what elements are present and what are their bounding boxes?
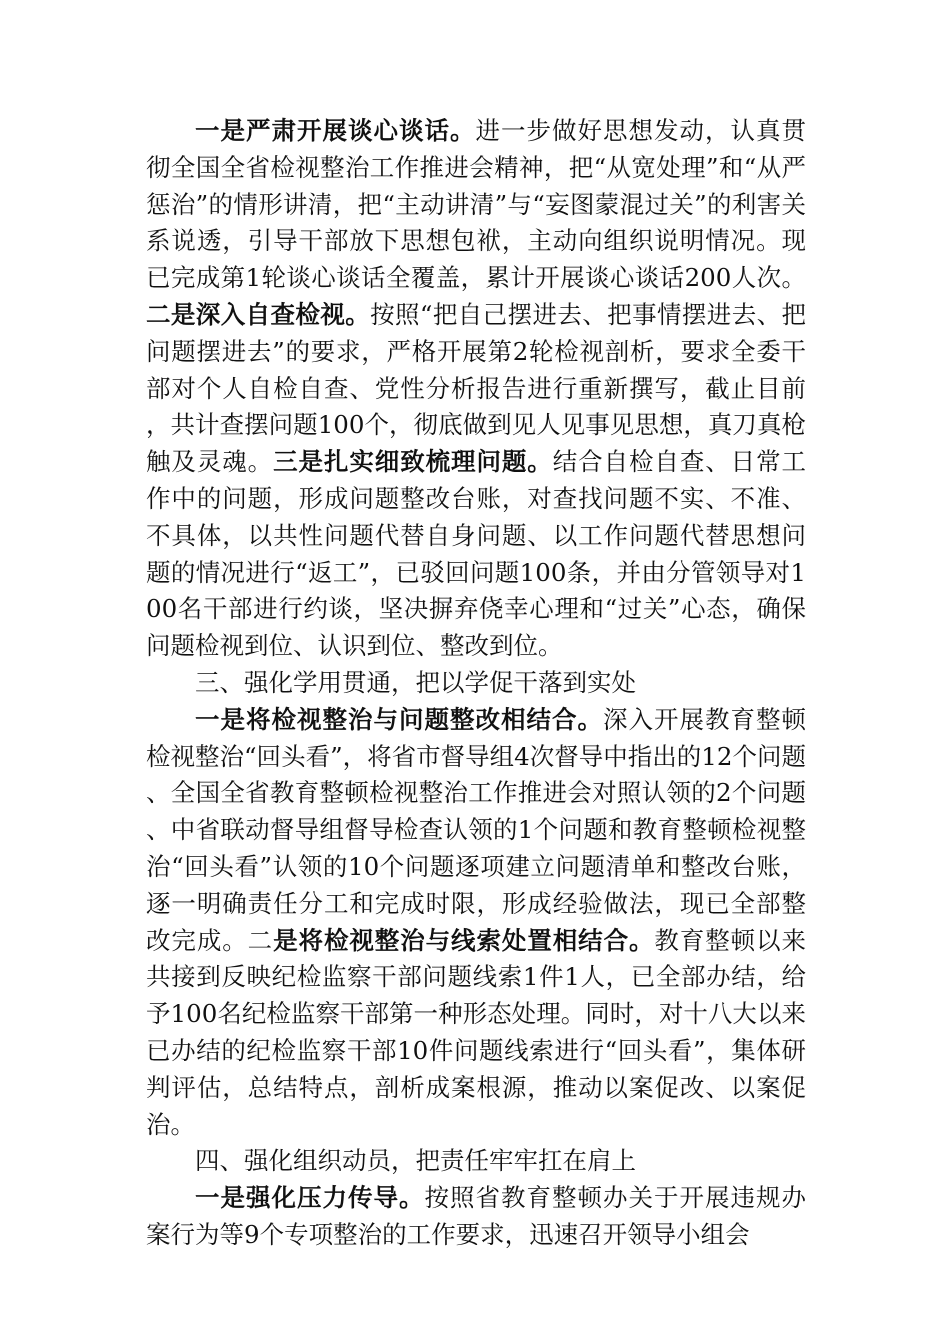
point-inspection-rectification: 一是将检视整治与问题整改相结合。: [195, 704, 603, 734]
point-body-text: 教育整顿以来共接到反映纪检监察干部问题线索1件1人，已全部办结，给予100名纪检监察干部第一种形态处理。同时，对十八大以来已办结的纪检监察干部10件问题线索进行“回头看”，集体研判评估，总结特点，剖析成案根源，推动以案促改、以案促治。: [146, 925, 807, 1139]
point-clue-handling: 是将检视整治与线索处置相结合。: [273, 925, 655, 955]
point-body-text: 结合自检自查、日常工作中的问题，形成问题整改台账，对查找问题不实、不准、不具体，以共性问题代替自身问题、以工作问题代替思想问题的情况进行“返工”，已驳回问题100条，并由分管领导对100名干部进行约谈，坚决摒弃侥幸心理和“过关”心态，确保问题检视到位、认识到位、整改到位。: [146, 447, 807, 661]
section-heading-3: 三、强化学用贯通，把以学促干落到实处: [195, 667, 636, 697]
point-sort-problems: 三是扎实细致梳理问题。: [273, 447, 553, 477]
point-body-text: 按照“把自己摆进去、把事情摆进去、把问题摆进去”的要求，严格开展第2轮检视剖析，要求全委干部对个人自检自查、党性分析报告进行重新撰写，截止目前，共计查摆问题100个，彻底做到见人见事见思想，真刀真枪触及灵魂。: [146, 299, 806, 477]
point-self-examination: 二是深入自查检视。: [146, 299, 371, 329]
paragraph-rectification: [146, 702, 806, 1144]
paragraph-pressure: [146, 1180, 806, 1254]
paragraph-self-inspection: [146, 113, 806, 665]
point-body-text: 按照省教育整顿办关于开展违规办案行为等9个专项整治的工作要求，迅速召开领导小组会: [146, 1183, 806, 1249]
point-heart-to-heart-talks: 一是严肃开展谈心谈话。: [195, 116, 476, 145]
point-body-text: 进一步做好思想发动，认真贯彻全国全省检视整治工作推进会精神，把“从宽处理”和“从严惩治”的情形讲清，把“主动讲清”与“妄图蒙混过关”的利害关系说透，引导干部放下思想包袱，主动向组织说明情况。现已完成第1轮谈心谈话全覆盖，累计开展谈心谈话200人次。: [146, 116, 806, 293]
section-heading-4: 四、强化组织动员，把责任牢牢扛在肩上: [195, 1146, 636, 1176]
document-page: [146, 113, 806, 1254]
point-pressure-transmission: 一是强化压力传导。: [195, 1183, 425, 1213]
point-body-text: 深入开展教育整顿检视整治“回头看”，将省市督导组4次督导中指出的12个问题、全国全省教育整顿检视整治工作推进会对照认领的2个问题、中省联动督导组督导检查认领的1个问题和教育整顿检视整治“回头看”认领的10个问题逐项建立问题清单和整改台账，逐一明确责任分工和完成时限，形成经验做法，现已全部整改完成。二: [146, 704, 806, 955]
